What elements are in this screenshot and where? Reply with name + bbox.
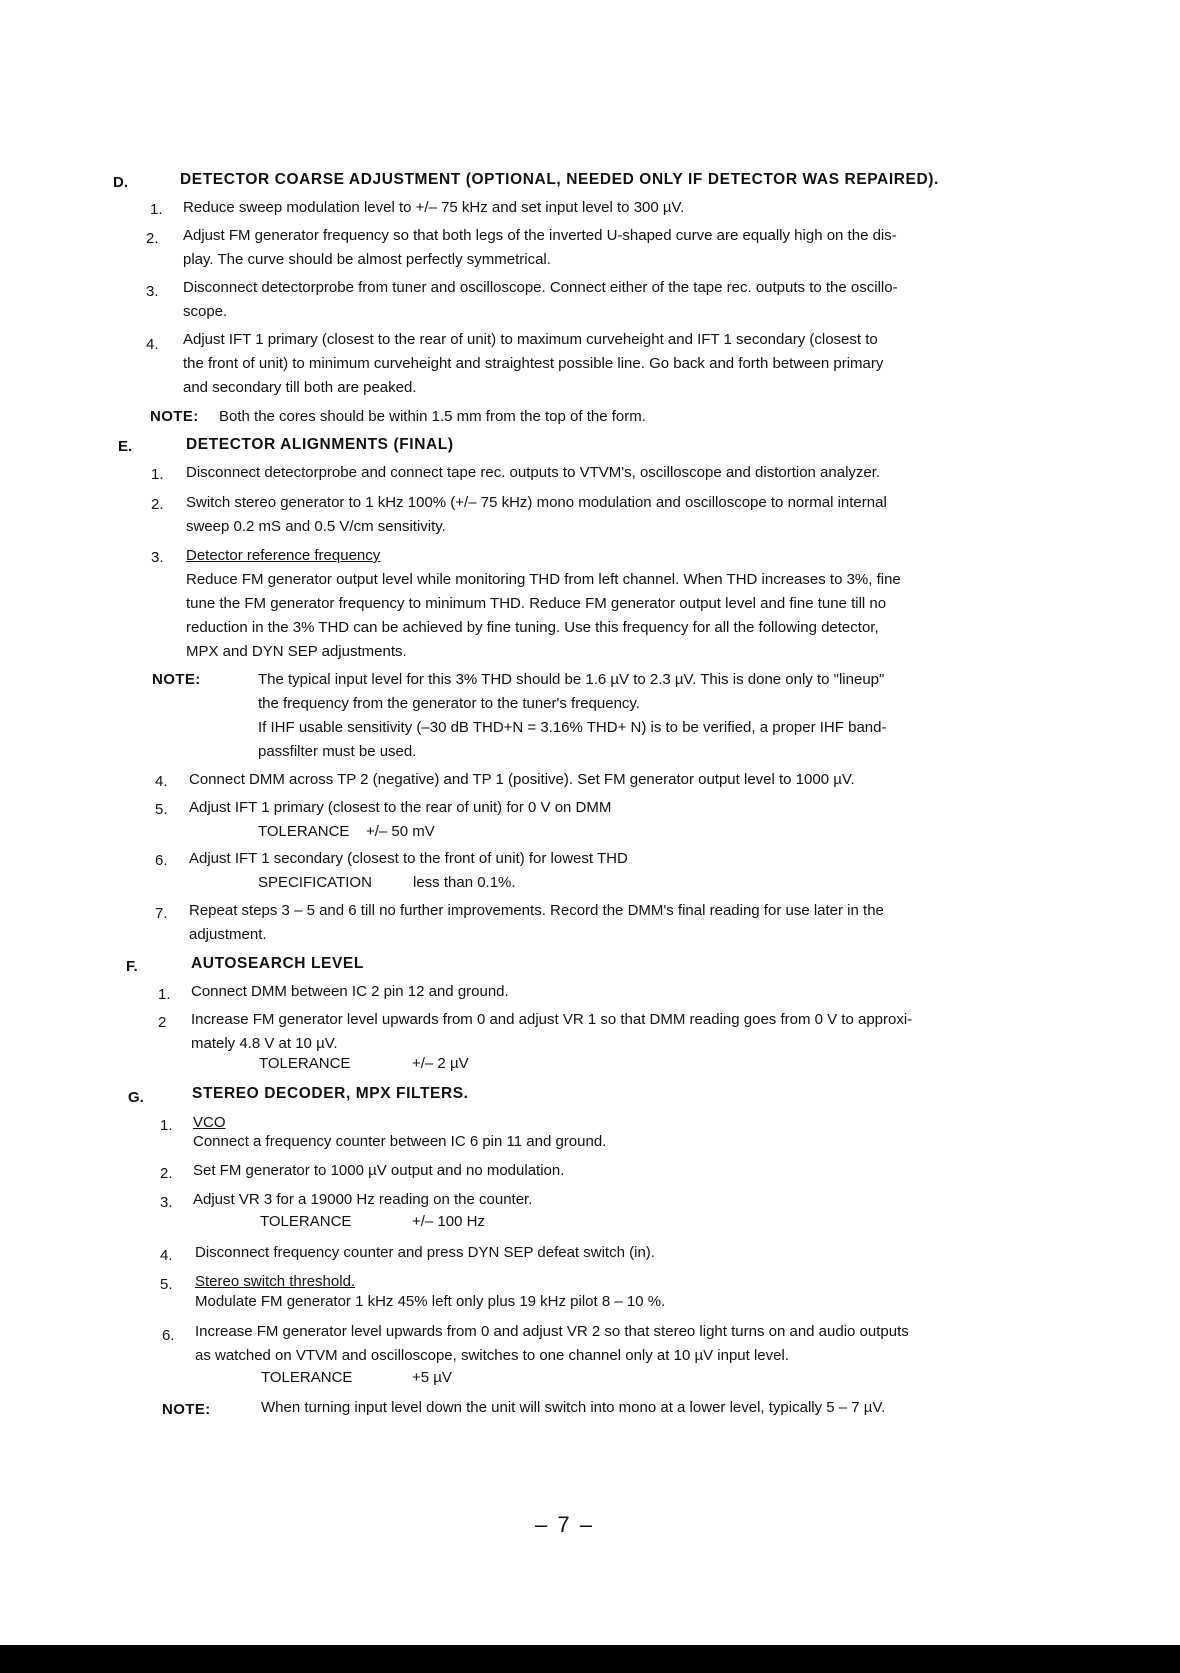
step-text: MPX and DYN SEP adjustments. <box>186 643 407 660</box>
scan-edge-bar <box>0 1645 1180 1673</box>
step-text: Modulate FM generator 1 kHz 45% left only plus 19 kHz pilot 8 – 10 %. <box>195 1293 666 1310</box>
note-text: the frequency from the generator to the tuner's frequency. <box>258 695 640 712</box>
step-number: 2. <box>151 496 164 513</box>
step-text: Reduce sweep modulation level to +/– 75 kHz and set input level to 300 µV. <box>183 199 685 216</box>
step-text: Connect DMM between IC 2 pin 12 and ground. <box>191 983 509 1000</box>
note-text: passfilter must be used. <box>258 743 417 760</box>
step-heading: Stereo switch threshold. <box>195 1273 356 1290</box>
step-number: 6. <box>155 852 168 869</box>
page-number: – 7 – <box>535 1512 594 1537</box>
step-text: Adjust IFT 1 primary (closest to the rear of unit) to maximum curveheight and IFT 1 secondary (closest to <box>183 331 878 348</box>
step-heading: Detector reference frequency <box>186 547 381 564</box>
step-text: Connect DMM across TP 2 (negative) and TP 1 (positive). Set FM generator output level to 1000 µV. <box>189 771 855 788</box>
step-text: Reduce FM generator output level while monitoring THD from left channel. When THD increases to 3%, fine <box>186 571 901 588</box>
step-number: 3. <box>146 283 159 300</box>
section-d-letter: D. <box>113 174 128 191</box>
note-label: NOTE: <box>152 671 201 688</box>
spec-value: +/– 2 µV <box>412 1055 469 1072</box>
note-text: When turning input level down the unit will switch into mono at a lower level, typically 5 – 7 µV. <box>261 1399 886 1416</box>
section-f-letter: F. <box>126 958 138 975</box>
step-text: Adjust VR 3 for a 19000 Hz reading on the counter. <box>193 1191 533 1208</box>
step-number: 5. <box>155 801 168 818</box>
step-number: 1. <box>150 201 163 218</box>
spec-label: TOLERANCE <box>261 1369 353 1386</box>
spec-value: +/– 50 mV <box>366 823 435 840</box>
step-text: Set FM generator to 1000 µV output and no modulation. <box>193 1162 565 1179</box>
section-e-title: DETECTOR ALIGNMENTS (FINAL) <box>186 436 454 453</box>
spec-label: SPECIFICATION <box>258 874 372 891</box>
section-g-title: STEREO DECODER, MPX FILTERS. <box>192 1085 469 1102</box>
step-text: and secondary till both are peaked. <box>183 379 417 396</box>
step-number: 2 <box>158 1014 167 1031</box>
step-number: 2. <box>160 1165 173 1182</box>
step-text: Adjust IFT 1 secondary (closest to the front of unit) for lowest THD <box>189 850 628 867</box>
spec-value: +/– 100 Hz <box>412 1213 485 1230</box>
spec-label: TOLERANCE <box>259 1055 351 1072</box>
step-text: the front of unit) to minimum curveheight and straightest possible line. Go back and forth between primary <box>183 355 884 372</box>
step-number: 1. <box>158 986 171 1003</box>
step-text: Disconnect detectorprobe and connect tape rec. outputs to VTVM's, oscilloscope and distortion analyzer. <box>186 464 881 481</box>
step-number: 4. <box>160 1247 173 1264</box>
step-text: reduction in the 3% THD can be achieved by fine tuning. Use this frequency for all the following detector, <box>186 619 879 636</box>
step-text: Connect a frequency counter between IC 6 pin 11 and ground. <box>193 1133 607 1150</box>
step-text: Repeat steps 3 – 5 and 6 till no further improvements. Record the DMM's final reading for use later in the <box>189 902 884 919</box>
step-number: 3. <box>151 549 164 566</box>
step-number: 4. <box>146 336 159 353</box>
step-text: tune the FM generator frequency to minimum THD. Reduce FM generator output level and fine tune till no <box>186 595 887 612</box>
step-heading: VCO <box>193 1114 226 1131</box>
section-g-letter: G. <box>128 1089 144 1106</box>
step-number: 2. <box>146 230 159 247</box>
spec-value: +5 µV <box>412 1369 452 1386</box>
step-number: 7. <box>155 905 168 922</box>
step-text: Disconnect detectorprobe from tuner and oscilloscope. Connect either of the tape rec. outputs to the oscillo- <box>183 279 898 296</box>
step-number: 6. <box>162 1327 175 1344</box>
step-text: mately 4.8 V at 10 µV. <box>191 1035 338 1052</box>
step-number: 3. <box>160 1194 173 1211</box>
section-f-title: AUTOSEARCH LEVEL <box>191 955 364 972</box>
section-d-title: DETECTOR COARSE ADJUSTMENT (OPTIONAL, NEEDED ONLY IF DETECTOR WAS REPAIRED). <box>180 171 939 188</box>
spec-label: TOLERANCE <box>258 823 350 840</box>
note-text: Both the cores should be within 1.5 mm from the top of the form. <box>219 408 646 425</box>
step-text: adjustment. <box>189 926 267 943</box>
step-number: 1. <box>160 1117 173 1134</box>
step-number: 4. <box>155 773 168 790</box>
step-text: Adjust FM generator frequency so that both legs of the inverted U-shaped curve are equally high on the dis- <box>183 227 897 244</box>
step-text: sweep 0.2 mS and 0.5 V/cm sensitivity. <box>186 518 446 535</box>
step-text: Increase FM generator level upwards from 0 and adjust VR 1 so that DMM reading goes from 0 V to approxi- <box>191 1011 913 1028</box>
spec-value: less than 0.1%. <box>413 874 516 891</box>
section-e-letter: E. <box>118 438 133 455</box>
step-text: Adjust IFT 1 primary (closest to the rear of unit) for 0 V on DMM <box>189 799 612 816</box>
step-number: 1. <box>151 466 164 483</box>
note-label: NOTE: <box>150 408 199 425</box>
spec-label: TOLERANCE <box>260 1213 352 1230</box>
note-label: NOTE: <box>162 1401 211 1418</box>
step-text: Disconnect frequency counter and press DYN SEP defeat switch (in). <box>195 1244 655 1261</box>
step-text: Switch stereo generator to 1 kHz 100% (+/– 75 kHz) mono modulation and oscilloscope to normal internal <box>186 494 887 511</box>
step-text: Increase FM generator level upwards from 0 and adjust VR 2 so that stereo light turns on and audio outputs <box>195 1323 909 1340</box>
step-text: as watched on VTVM and oscilloscope, switches to one channel only at 10 µV input level. <box>195 1347 789 1364</box>
note-text: The typical input level for this 3% THD should be 1.6 µV to 2.3 µV. This is done only to "lineup" <box>258 671 885 688</box>
note-text: If IHF usable sensitivity (–30 dB THD+N = 3.16% THD+ N) is to be verified, a proper IHF band- <box>258 719 887 736</box>
step-text: scope. <box>183 303 228 320</box>
step-number: 5. <box>160 1276 173 1293</box>
step-text: play. The curve should be almost perfectly symmetrical. <box>183 251 551 268</box>
